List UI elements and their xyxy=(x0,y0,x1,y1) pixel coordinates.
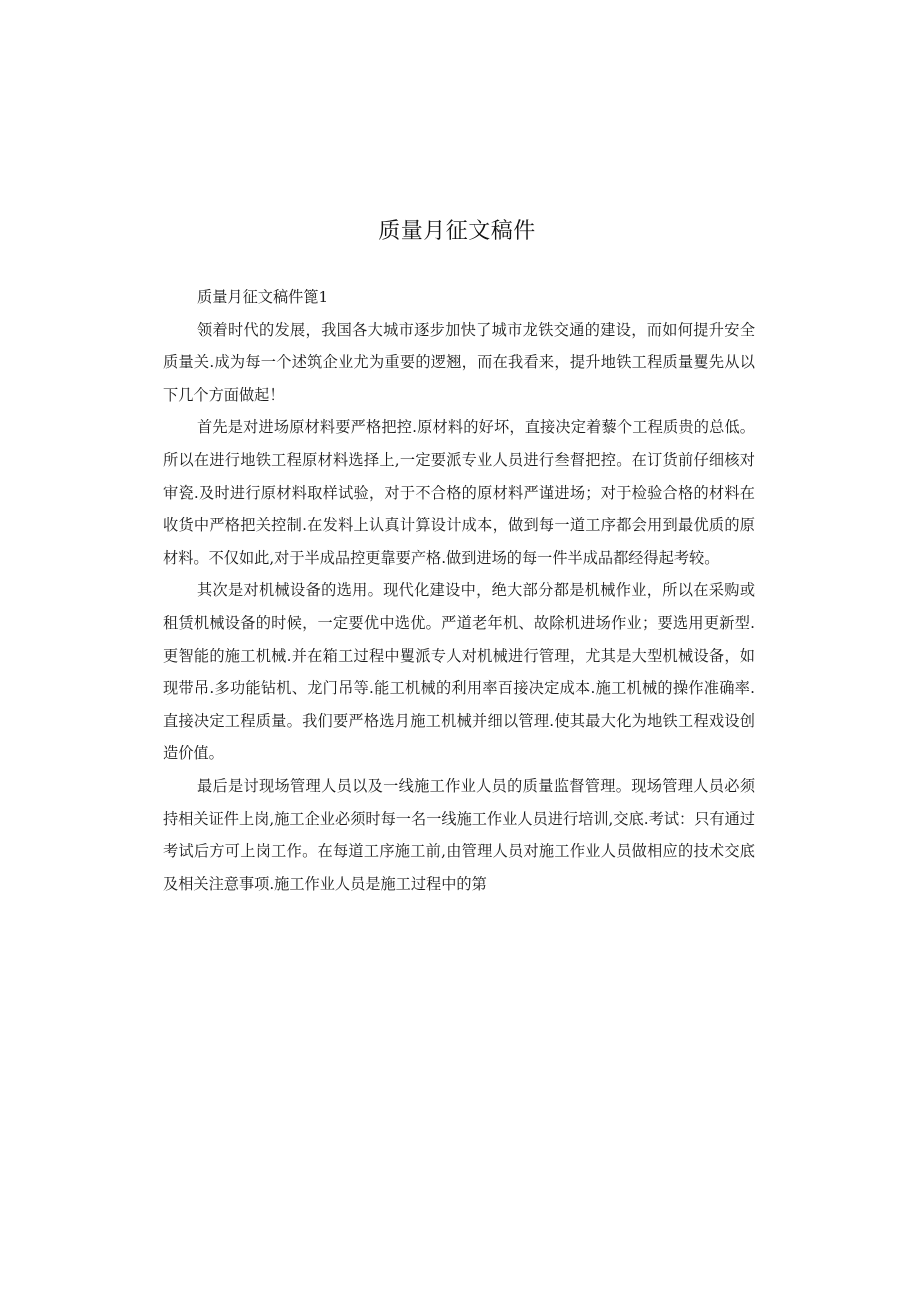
paragraph-materials: 首先是对进场原材料要严格把控.原材料的好坏，直接决定着藜个工程质贵的总低。所以在进行地铁工程原材料选择上,一定要派专业人员进行叁督把控。在订货前仔细核对审瓷.及时进行原材料取样试验，对于不合格的原材料严谨进场；对于检验合格的材料在收货中严格把关控制.在发料上认真计算设计成本，做到每一道工序都会用到最优质的原材料。不仅如此,对于半成品控更靠要产格.做到进场的每一件半成品都经得起考较。 xyxy=(163,418,755,567)
paragraph-personnel: 最后是讨现场管理人员以及一线施工作业人员的质量监督管理。现场管理人员必须持相关证件上岗,施工企业必须时每一名一线施工作业人员进行培训,交底.考试：只有通过考试后方可上岗工作。在每道工序施工前,由管理人员对施工作业人员做相应的技术交底及相关注意事项.施工作业人员是施工过程中的第 xyxy=(163,776,755,893)
document-subtitle: 质量月征文稿件篦1 xyxy=(197,288,329,306)
paragraph-machinery: 其次是对机械设备的选用。现代化建设中，绝大部分都是机械作业，所以在采购或租赁机械设备的时候，一定要优中选优。严道老年机、故除机进场作业；要选用更新型.更智能的施工机械.并在箱工过程中矍派专人对机械进行管理，尤其是大型机械设备，如现带吊.多功能钻机、龙门吊等.能工机械的利用率百接决定成本.施工机械的操作准确率.直接决定工程质量。我们要严格选月施工机械并细以管理.使其最大化为地铁工程戏设创造价值。 xyxy=(163,581,755,763)
paragraph-intro: 领着时代的发展，我国各大城市逐步加快了城市龙铁交通的建设，而如何提升安全质量关.成为每一个述筑企业尤为重要的逻翘，而在我看来，提升地铁工程质量矍先从以下几个方面做起！ xyxy=(163,320,755,404)
document-body xyxy=(163,281,755,900)
document-title: 质量月征文稿件 xyxy=(378,219,536,244)
